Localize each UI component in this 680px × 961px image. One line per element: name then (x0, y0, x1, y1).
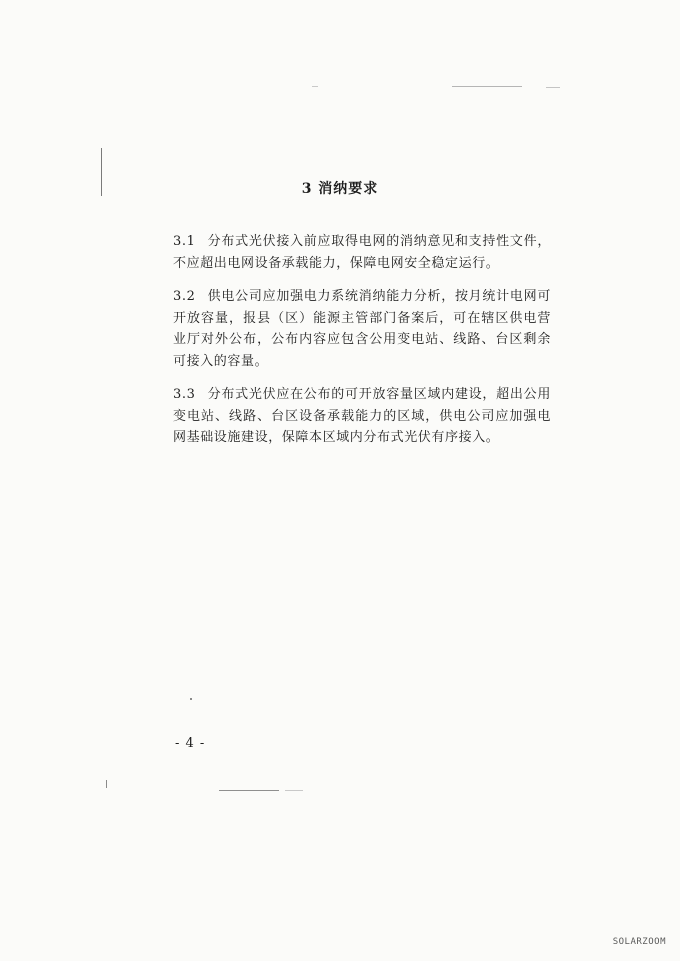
clause-text: 分布式光伏应在公布的可开放容量区域内建设，超出公用变电站、线路、台区设备承载能力的区域，供电公司应加强电网基础设施建设，保障本区域内分布式光伏有序接入。 (173, 387, 551, 445)
scan-artifact (546, 87, 560, 88)
paragraph-3-1 (173, 231, 551, 274)
clause-number: 3.2 (173, 289, 196, 304)
clause-text: 分布式光伏接入前应取得电网的消纳意见和支持性文件，不应超出电网设备承载能力，保障电网安全稳定运行。 (173, 234, 551, 271)
scan-artifact (190, 698, 192, 700)
paragraph-3-2 (173, 286, 551, 372)
clause-number: 3.3 (173, 387, 196, 402)
scan-artifact (452, 86, 522, 87)
section-title: 3 消纳要求 (301, 181, 379, 197)
scan-artifact (285, 790, 303, 791)
watermark: SOLARZOOM (612, 937, 666, 947)
clause-text: 供电公司应加强电力系统消纳能力分析，按月统计电网可开放容量，报县（区）能源主管部门备案后，可在辖区供电营业厅对外公布，公布内容应包含公用变电站、线路、台区剩余可接入的容量。 (173, 289, 551, 369)
scan-artifact (219, 790, 279, 791)
scan-artifact (106, 780, 107, 788)
clause-number: 3.1 (173, 234, 196, 249)
paragraph-3-3 (173, 384, 551, 449)
page-number: - 4 - (175, 736, 206, 751)
scan-artifact (312, 86, 318, 87)
